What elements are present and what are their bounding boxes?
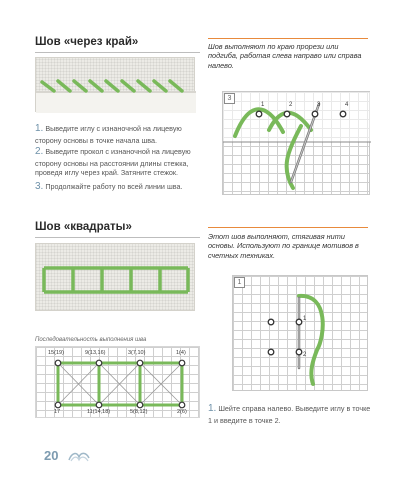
square-stitch-photo — [35, 243, 195, 311]
section1-note-rule — [208, 38, 368, 39]
point-label-3: 3 — [317, 102, 321, 108]
point-label-1: 1 — [303, 316, 307, 322]
point-label-2: 2 — [303, 352, 307, 358]
seq-top-label-2: 9(13,16) — [85, 350, 106, 356]
sequence-caption: Последовательность выполнения шва — [35, 337, 147, 343]
wave-ornament-icon — [68, 450, 90, 462]
square-stitch-graphic — [36, 244, 196, 312]
step-text: Выведите прокол с изнаночной на лицевую сторону основы на расстоянии длины стежка, проведя иглу через край. Затяните стежок. — [35, 147, 191, 178]
overcast-stitch-photo — [35, 57, 195, 112]
square-diagram-graphic — [233, 276, 369, 392]
seq-top-label-3: 3(7,10) — [128, 350, 146, 356]
section2-note: Этот шов выполняют, стягивая нити основы. Используют по границе мотивов в счетных техниках. — [208, 232, 359, 260]
step-text: Шейте справа налево. Выведите иглу в точке 1 и введите в точке 2. — [208, 404, 371, 425]
point-label-1: 1 — [261, 102, 265, 108]
point-label-4: 4 — [345, 102, 349, 108]
step-number: 3. — [35, 181, 44, 192]
seq-bottom-label-1: 17 — [54, 409, 61, 415]
step-number: 1. — [208, 403, 217, 414]
step-text: Продолжайте работу по всей линии шва. — [45, 182, 183, 191]
step-number: 2. — [35, 146, 44, 157]
section1-note: Шов выполняют по краю прорези или подгиба, работая слева направо или справа налево. — [208, 42, 362, 70]
section2-note-rule — [208, 227, 368, 228]
seq-bottom-label-4: 2(6) — [177, 409, 187, 415]
point-label-2: 2 — [289, 102, 293, 108]
square-diagram-grid — [232, 275, 368, 391]
sequence-diagram-grid — [35, 346, 200, 418]
section1-divider — [35, 52, 200, 53]
section1-step-3 — [35, 180, 200, 194]
step-number: 1. — [35, 123, 44, 134]
overcast-stitch-graphic — [36, 58, 196, 113]
diagram-step-badge: 1 — [234, 277, 245, 288]
step-text: Выведите иглу с изнаночной на лицевую сторону основы в точке начала шва. — [35, 124, 182, 145]
section2-divider — [35, 237, 200, 238]
seq-top-label-1: 15(19) — [48, 350, 64, 356]
section1-step-1 — [35, 122, 200, 145]
overcast-diagram-grid — [222, 91, 370, 195]
section1-step-2 — [35, 145, 200, 178]
section1-title: Шов «через край» — [35, 36, 139, 48]
diagram-step-badge: 3 — [224, 93, 235, 104]
seq-bottom-label-2: 11(14,18) — [87, 409, 111, 415]
page-number: 20 — [44, 448, 59, 463]
section2-step-1 — [208, 402, 373, 425]
overcast-diagram-graphic — [223, 92, 371, 196]
seq-bottom-label-3: 5(8,12) — [130, 409, 148, 415]
seq-top-label-4: 1(4) — [176, 350, 186, 356]
section2-title: Шов «квадраты» — [35, 221, 132, 233]
